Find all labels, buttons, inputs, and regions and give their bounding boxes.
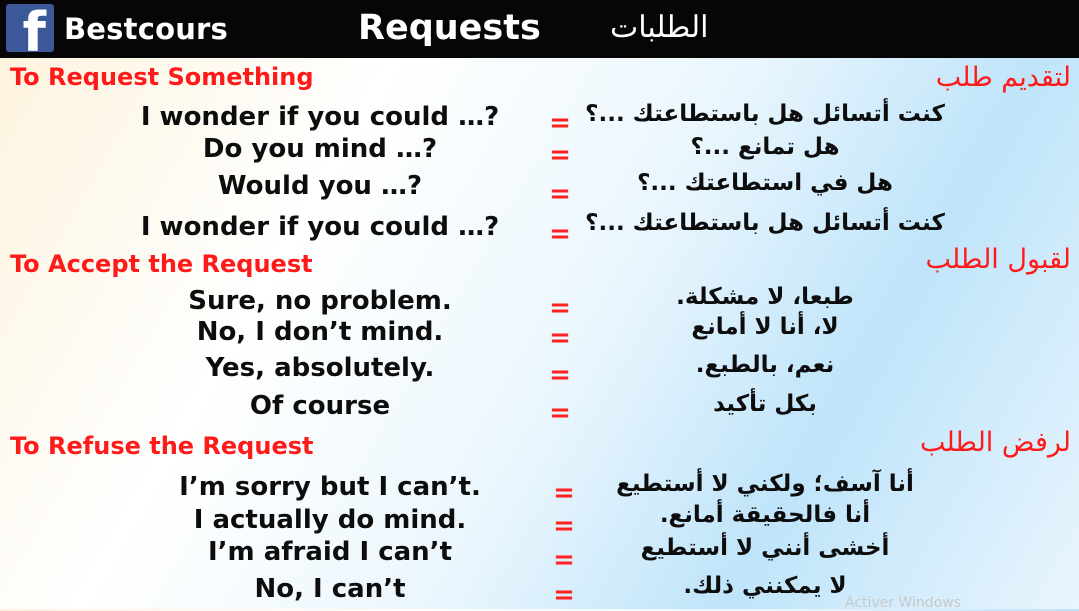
phrase-en: Of course xyxy=(249,391,391,421)
section-heading-refuse: To Refuse the Request xyxy=(10,432,314,460)
section-heading-accept-arabic: لقبول الطلب xyxy=(925,244,1071,275)
phrase-en: Yes, absolutely. xyxy=(205,353,435,383)
phrase-en: I wonder if you could …? xyxy=(140,212,500,242)
phrase-ar: أنا فالحقيقة أمانع. xyxy=(659,502,871,528)
brand-name: Bestcours xyxy=(64,12,229,46)
phrase-ar: هل تمانع ...؟ xyxy=(690,134,840,160)
phrase-en: I’m sorry but I can’t. xyxy=(179,472,481,502)
phrase-ar: كنت أتسائل هل باستطاعتك ...؟ xyxy=(585,101,945,127)
equals-sign: = xyxy=(553,580,575,610)
equals-sign: = xyxy=(553,478,575,508)
facebook-icon[interactable]: f xyxy=(6,4,54,52)
phrase-ar: نعم، بالطبع. xyxy=(695,352,835,378)
equals-sign: = xyxy=(553,511,575,541)
phrase-ar: أخشى أنني لا أستطيع xyxy=(640,535,890,561)
page-title-arabic: الطلبات xyxy=(610,10,709,45)
equals-sign: = xyxy=(549,398,571,428)
phrase-ar: هل في استطاعتك ...؟ xyxy=(637,170,893,196)
phrase-ar: كنت أتسائل هل باستطاعتك ...؟ xyxy=(585,210,945,236)
equals-sign: = xyxy=(549,360,571,390)
section-heading-refuse-arabic: لرفض الطلب xyxy=(919,427,1071,458)
equals-sign: = xyxy=(549,140,571,170)
equals-sign: = xyxy=(549,323,571,353)
page-title: Requests xyxy=(358,8,541,48)
equals-sign: = xyxy=(549,293,571,323)
section-heading-accept: To Accept the Request xyxy=(10,250,313,278)
phrase-en: No, I don’t mind. xyxy=(196,317,444,347)
phrase-en: No, I can’t xyxy=(254,574,406,604)
phrase-en: I’m afraid I can’t xyxy=(208,537,452,567)
section-heading-request: To Request Something xyxy=(10,63,314,91)
phrase-ar: لا، أنا لا أمانع xyxy=(691,314,839,340)
phrase-en: I wonder if you could …? xyxy=(140,102,500,132)
phrase-ar: لا يمكنني ذلك. xyxy=(683,573,847,599)
section-heading-request-arabic: لتقديم طلب xyxy=(935,62,1071,93)
header-bar xyxy=(0,0,1079,58)
equals-sign: = xyxy=(549,219,571,249)
activation-watermark: Activer Windows xyxy=(845,595,962,611)
equals-sign: = xyxy=(553,545,575,575)
phrase-ar: بكل تأكيد xyxy=(713,391,817,417)
phrase-en: I actually do mind. xyxy=(193,505,467,535)
phrase-en: Do you mind …? xyxy=(202,134,438,164)
equals-sign: = xyxy=(549,179,571,209)
phrase-ar: أنا آسف؛ ولكني لا أستطيع xyxy=(616,471,914,497)
phrase-en: Sure, no problem. xyxy=(188,286,452,316)
phrase-ar: طبعا، لا مشكلة. xyxy=(676,284,854,310)
phrase-en: Would you …? xyxy=(217,171,423,201)
equals-sign: = xyxy=(549,108,571,138)
